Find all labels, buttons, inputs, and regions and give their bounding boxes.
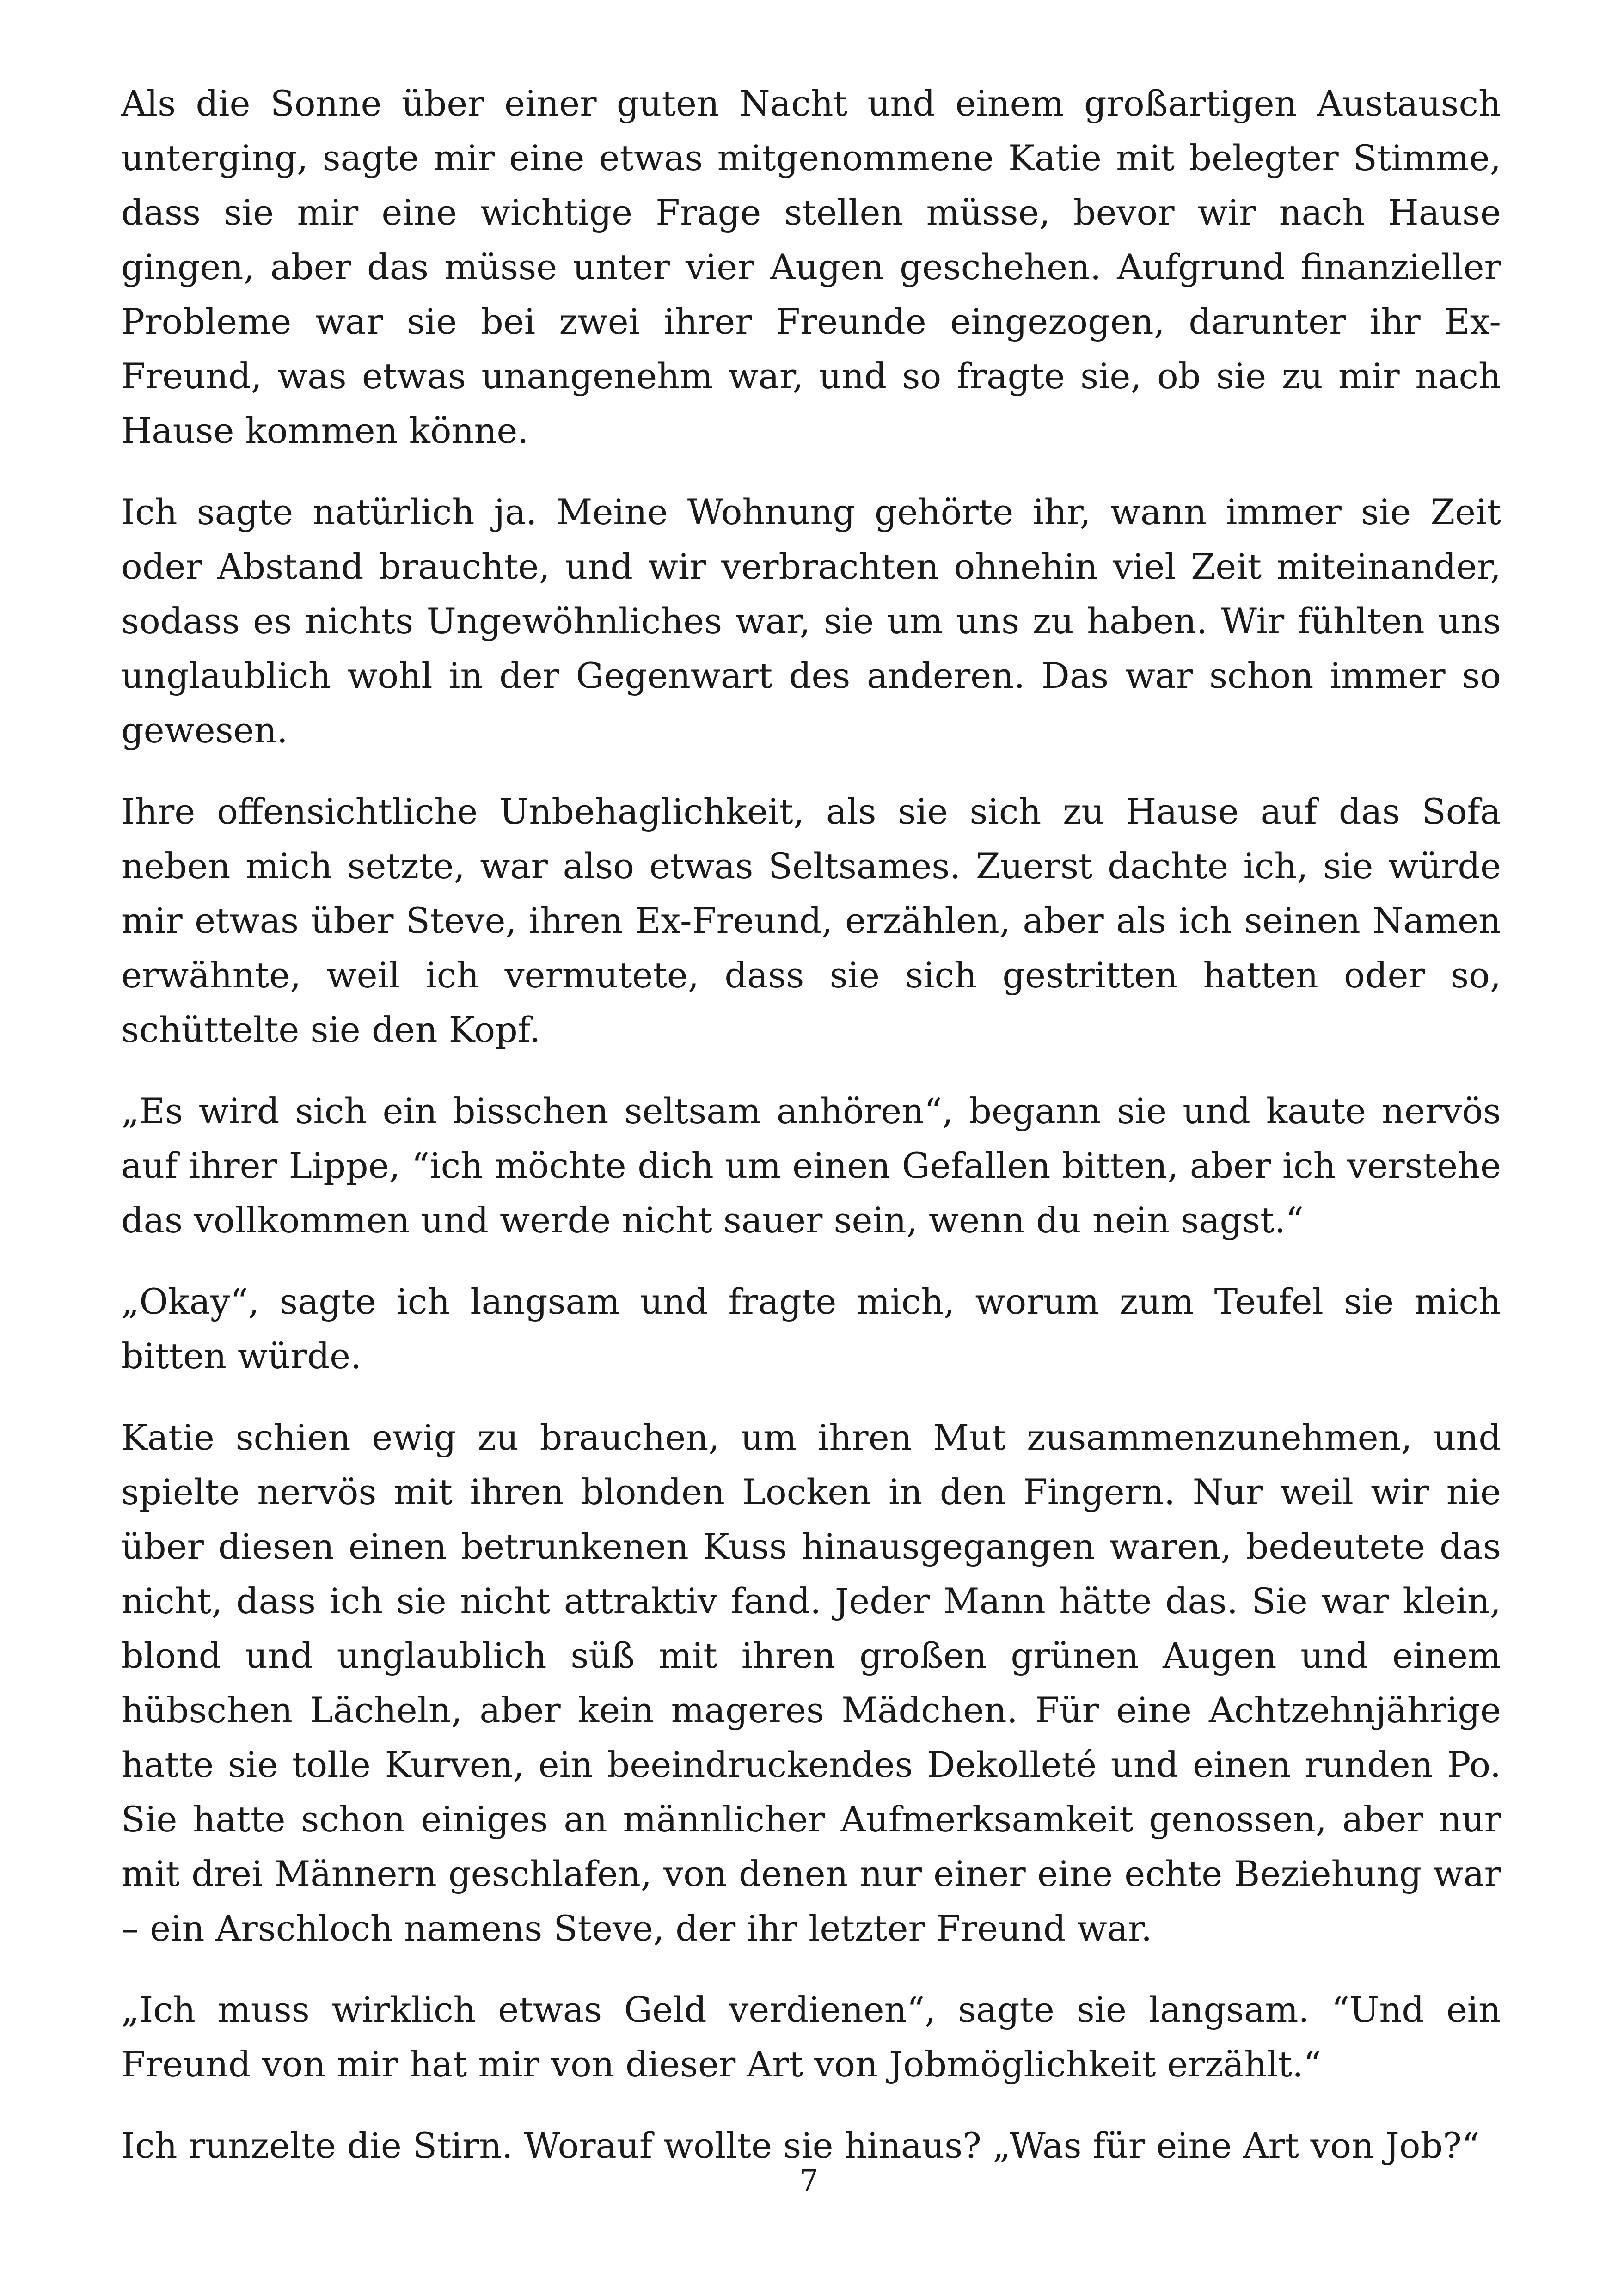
paragraph: „Es wird sich ein bisschen seltsam anhören“, begann sie und kaute nervös auf ihrer Lippe, “ich möchte dich um einen Gefallen bitten, aber ich verstehe das vollkommen und werde nicht sauer sein, wenn du nein sagst.“ (121, 1090, 1501, 1241)
paragraph: Ich runzelte die Stirn. Worauf wollte sie hinaus? „Was für eine Art von Job?“ (121, 2125, 1480, 2166)
paragraph: „Ich muss wirklich etwas Geld verdienen“, sagte sie langsam. “Und ein Freund von mir hat mir von dieser Art von Jobmöglichkeit erzählt.“ (121, 1989, 1501, 2085)
body-text (121, 76, 1501, 2200)
page-number: 7 (799, 2164, 819, 2198)
paragraph: Ihre offensichtliche Unbehaglichkeit, als sie sich zu Hause auf das Sofa neben mich setzte, war also etwas Seltsames. Zuerst dachte ich, sie würde mir etwas über Steve, ihren Ex-Freund, erzählen, aber als ich seinen Namen erwähnte, weil ich vermutete, dass sie sich gestritten hatten oder so, schüttelte sie den Kopf. (121, 791, 1501, 1050)
paragraph: „Okay“, sagte ich langsam und fragte mich, worum zum Teufel sie mich bitten würde. (121, 1281, 1501, 1377)
paragraph: Katie schien ewig zu brauchen, um ihren Mut zusammenzunehmen, und spielte nervös mit ihren blonden Locken in den Fingern. Nur weil wir nie über diesen einen betrunkenen Kuss hinausgegangen waren, bedeutete das nicht, dass ich sie nicht attraktiv fand. Jeder Mann hätte das. Sie war klein, blond und unglaublich süß mit ihren großen grünen Augen und einem hübschen Lächeln, aber kein mageres Mädchen. Für eine Achtzehnjährige hatte sie tolle Kurven, ein beeindruckendes Dekolleté und einen runden Po. Sie hatte schon einiges an männlicher Aufmerksamkeit genossen, aber nur mit drei Männern geschlafen, von denen nur einer eine echte Beziehung war – ein Arschloch namens Steve, der ihr letzter Freund war. (121, 1417, 1501, 1949)
paragraph: Ich sagte natürlich ja. Meine Wohnung gehörte ihr, wann immer sie Zeit oder Abstand brauchte, und wir verbrachten ohnehin viel Zeit miteinander, sodass es nichts Ungewöhnliches war, sie um uns zu haben. Wir fühlten uns unglaublich wohl in der Gegenwart des anderen. Das war schon immer so gewesen. (121, 491, 1501, 751)
paragraph: Als die Sonne über einer guten Nacht und einem großartigen Austausch unterging, sagte mir eine etwas mitgenommene Katie mit belegter Stimme, dass sie mir eine wichtige Frage stellen müsse, bevor wir nach Hause gingen, aber das müsse unter vier Augen geschehen. Aufgrund finanzieller Probleme war sie bei zwei ihrer Freunde eingezogen, darunter ihr Ex-Freund, was etwas unangenehm war, und so fragte sie, ob sie zu mir nach Hause kommen könne. (121, 83, 1501, 451)
